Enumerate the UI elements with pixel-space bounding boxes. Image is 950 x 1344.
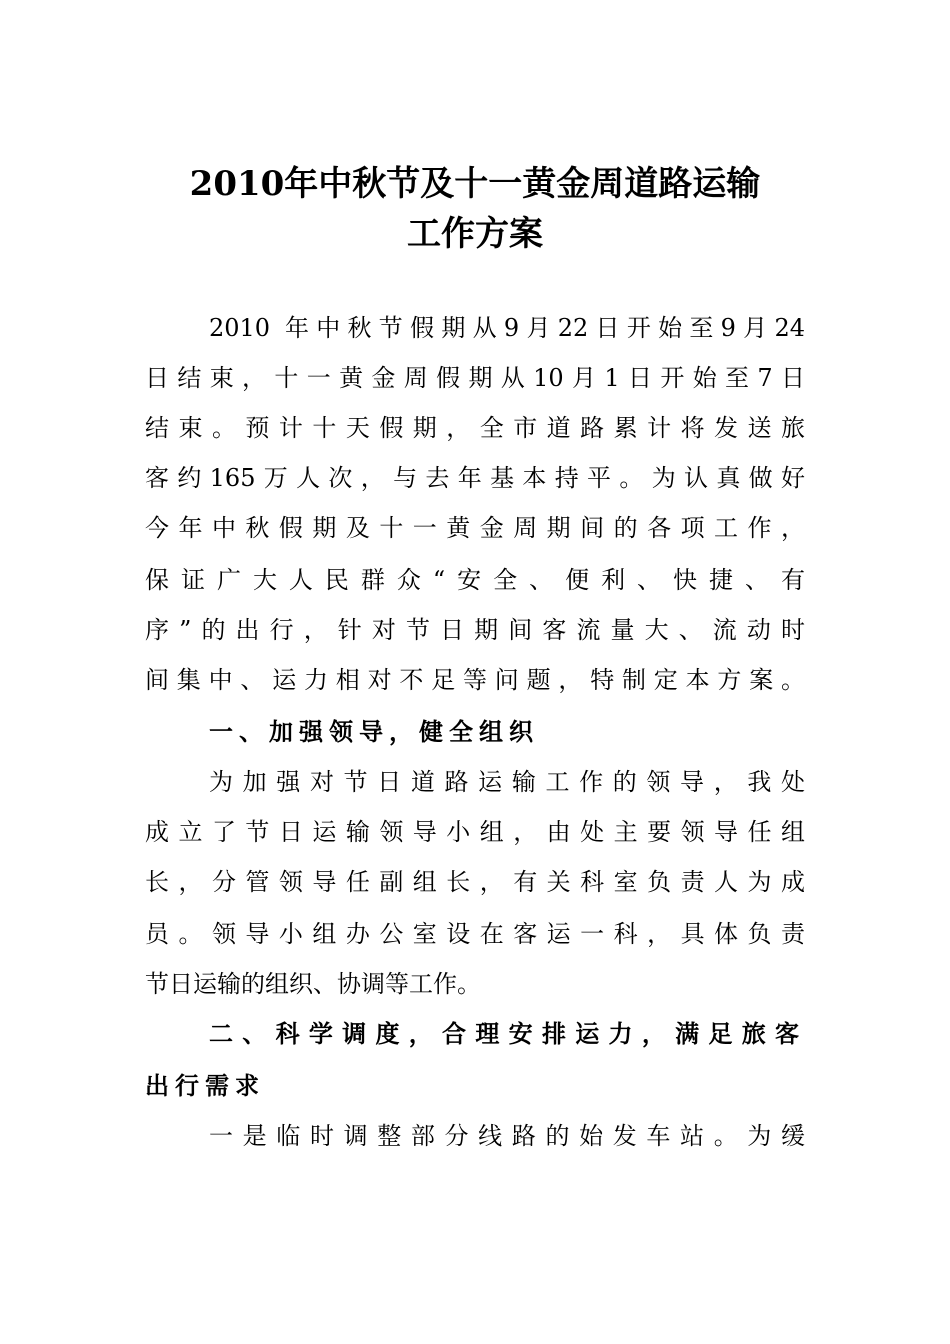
section-1-heading: 一、加强领导，健全组织	[209, 718, 539, 746]
intro-line-1: 2010 年中秋节假期从9月22日开始至9月24	[209, 314, 805, 342]
intro-line-7: 序”的出行，针对节日期间客流量大、流动时	[145, 616, 805, 644]
intro-line-8: 间集中、运力相对不足等问题，特制定本方案。	[145, 666, 805, 694]
intro-line-2: 日结束，十一黄金周假期从10月1日开始至7日	[145, 364, 805, 392]
section-1-line-4: 员。领导小组办公室设在客运一科，具体负责	[145, 920, 805, 948]
document-title-line-2: 工作方案	[407, 214, 543, 254]
section-1-line-2: 成立了节日运输领导小组，由处主要领导任组	[145, 818, 805, 846]
intro-line-6: 保证广大人民群众“安全、便利、快捷、有	[145, 566, 805, 594]
section-1-line-5: 节日运输的组织、协调等工作。	[145, 970, 481, 998]
section-2-heading-line-2: 出行需求	[145, 1072, 265, 1100]
intro-line-3: 结束。预计十天假期，全市道路累计将发送旅	[145, 414, 805, 442]
section-2-line-1: 一是临时调整部分线路的始发车站。为缓	[209, 1122, 805, 1150]
intro-line-4: 客约165万人次，与去年基本持平。为认真做好	[145, 464, 805, 492]
section-2-heading-line-1: 二、科学调度，合理安排运力，满足旅客	[209, 1020, 805, 1048]
section-1-line-3: 长，分管领导任副组长，有关科室负责人为成	[145, 868, 805, 896]
document-title-line-1: 2010年中秋节及十一黄金周道路运输	[189, 164, 761, 204]
section-1-line-1: 为加强对节日道路运输工作的领导，我处	[209, 768, 805, 796]
intro-line-5: 今年中秋假期及十一黄金周期间的各项工作，	[145, 514, 805, 542]
